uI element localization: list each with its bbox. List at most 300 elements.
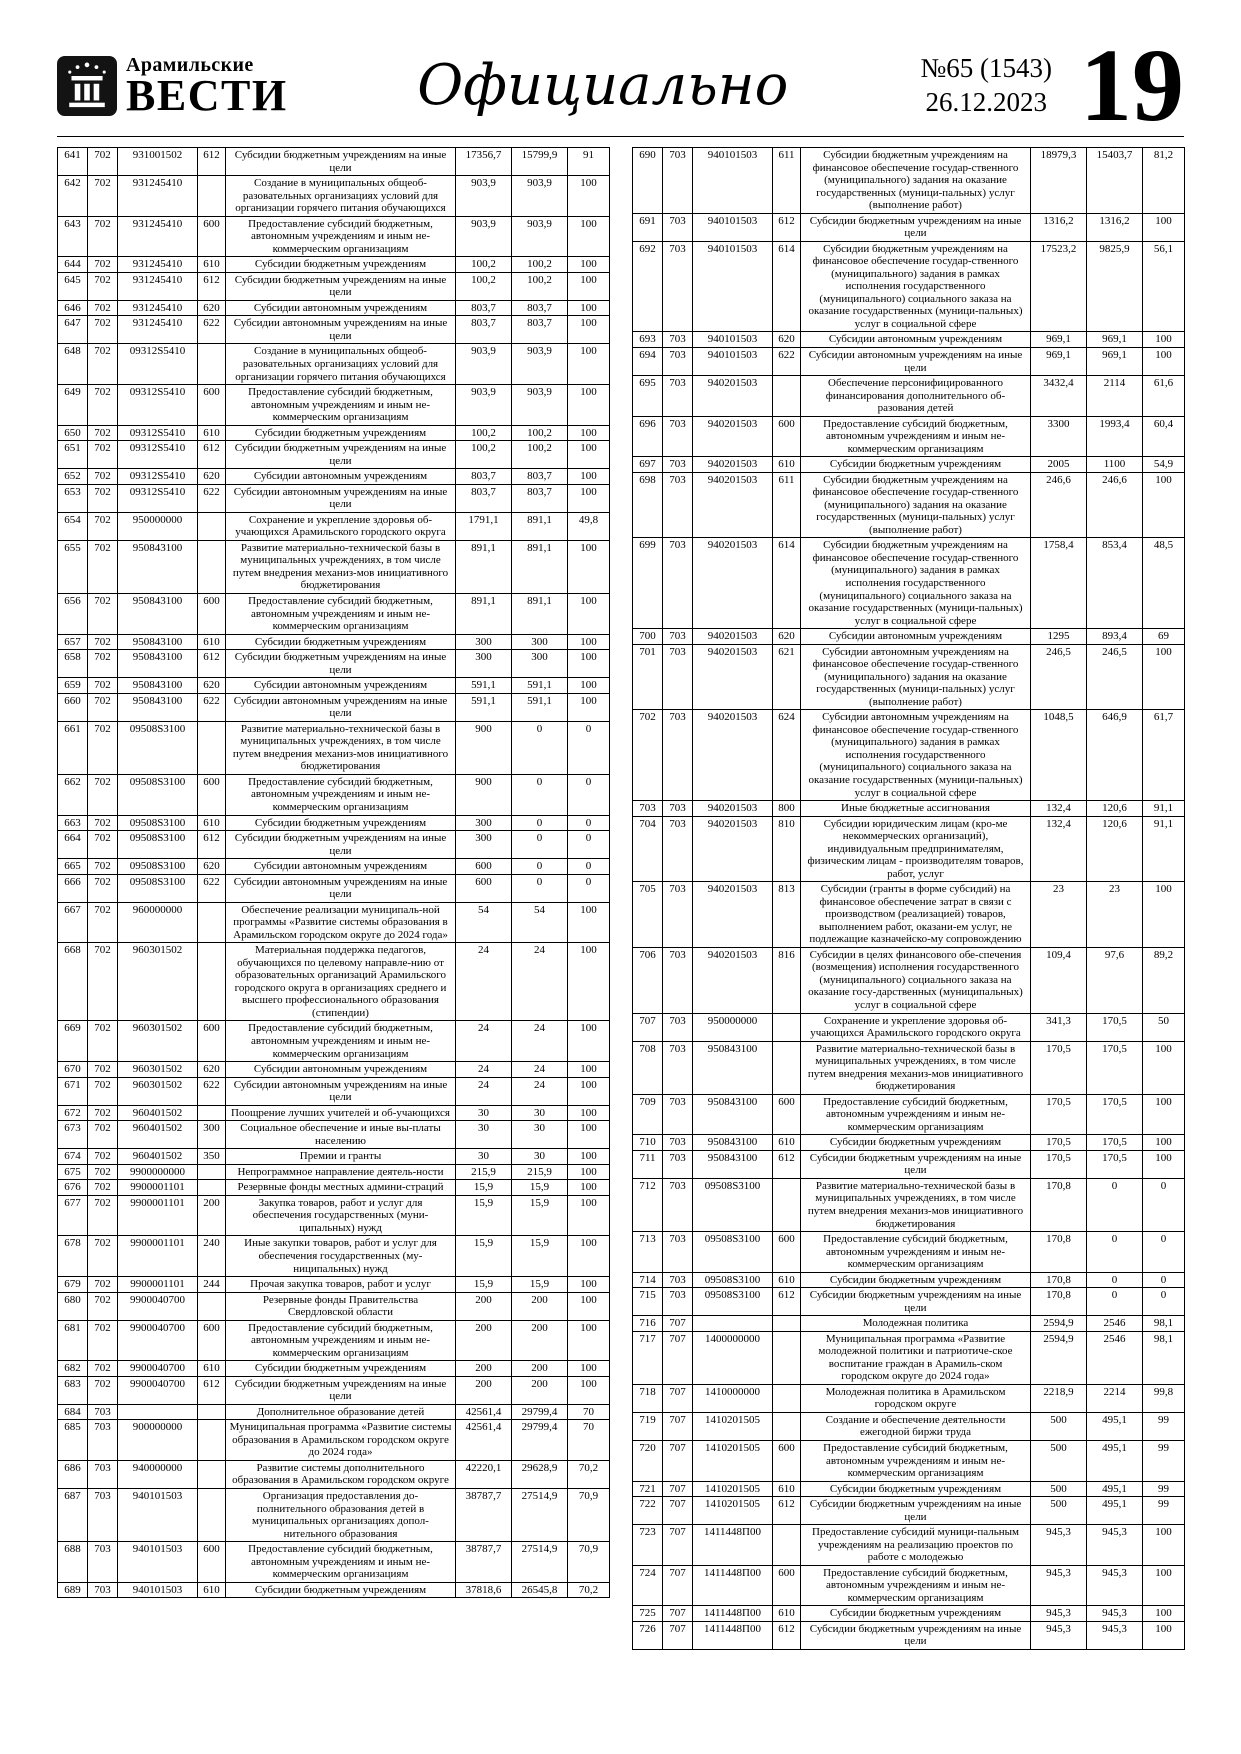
cell-execution-percent: 100 bbox=[568, 1361, 610, 1377]
cell-target-article-code: 950843100 bbox=[693, 1150, 773, 1178]
cell-expense-type-code: 622 bbox=[198, 484, 226, 512]
cell-executed-amount: 1100 bbox=[1087, 457, 1143, 473]
cell-expense-name: Премии и гранты bbox=[226, 1149, 456, 1165]
cell-section-code: 703 bbox=[663, 1041, 693, 1094]
table-row bbox=[633, 1094, 1185, 1135]
cell-executed-amount: 29799,4 bbox=[512, 1404, 568, 1420]
cell-execution-percent: 100 bbox=[568, 1121, 610, 1149]
cell-planned-amount: 170,8 bbox=[1031, 1232, 1087, 1273]
cell-section-code: 703 bbox=[663, 241, 693, 332]
cell-planned-amount: 100,2 bbox=[456, 257, 512, 273]
cell-executed-amount: 30 bbox=[512, 1105, 568, 1121]
cell-expense-type-code: 610 bbox=[773, 457, 801, 473]
cell-planned-amount: 945,3 bbox=[1031, 1606, 1087, 1622]
cell-execution-percent: 100 bbox=[568, 943, 610, 1021]
cell-row-number: 647 bbox=[58, 316, 88, 344]
table-row bbox=[58, 272, 610, 300]
cell-execution-percent: 48,5 bbox=[1143, 538, 1185, 629]
cell-target-article-code: 950843100 bbox=[118, 634, 198, 650]
cell-planned-amount: 903,9 bbox=[456, 385, 512, 426]
cell-execution-percent: 100 bbox=[568, 216, 610, 257]
table-row bbox=[58, 425, 610, 441]
cell-executed-amount: 0 bbox=[1087, 1178, 1143, 1231]
cell-section-code: 702 bbox=[88, 512, 118, 540]
cell-planned-amount: 15,9 bbox=[456, 1180, 512, 1196]
cell-target-article-code: 940201503 bbox=[693, 538, 773, 629]
cell-target-article-code: 1411448П00 bbox=[693, 1525, 773, 1566]
cell-target-article-code: 940201503 bbox=[693, 882, 773, 948]
cell-row-number: 702 bbox=[633, 710, 663, 801]
cell-planned-amount: 170,5 bbox=[1031, 1041, 1087, 1094]
cell-target-article-code: 9900040700 bbox=[118, 1376, 198, 1404]
cell-target-article-code: 09508S3100 bbox=[118, 774, 198, 815]
table-row bbox=[58, 721, 610, 774]
table-row bbox=[633, 1150, 1185, 1178]
cell-planned-amount: 945,3 bbox=[1031, 1565, 1087, 1606]
cell-planned-amount: 803,7 bbox=[456, 469, 512, 485]
cell-row-number: 672 bbox=[58, 1105, 88, 1121]
cell-expense-name: Обеспечение реализации муниципаль-ной программы «Развитие системы образования в Арамильском городском округе до 2024 года» bbox=[226, 902, 456, 943]
cell-section-code: 707 bbox=[663, 1497, 693, 1525]
cell-expense-type-code: 600 bbox=[198, 594, 226, 635]
cell-expense-name: Субсидии бюджетным учреждениям на иные цели bbox=[801, 1288, 1031, 1316]
cell-planned-amount: 24 bbox=[456, 1062, 512, 1078]
table-row bbox=[633, 1316, 1185, 1332]
cell-execution-percent: 70,9 bbox=[568, 1489, 610, 1542]
cell-execution-percent: 100 bbox=[568, 1195, 610, 1236]
cell-planned-amount: 24 bbox=[456, 943, 512, 1021]
cell-execution-percent: 70,9 bbox=[568, 1542, 610, 1583]
table-row bbox=[58, 678, 610, 694]
cell-target-article-code: 09508S3100 bbox=[693, 1288, 773, 1316]
cell-section-code: 703 bbox=[663, 148, 693, 214]
cell-section-code: 702 bbox=[88, 1164, 118, 1180]
cell-section-code: 702 bbox=[88, 1236, 118, 1277]
cell-executed-amount: 591,1 bbox=[512, 678, 568, 694]
issue-number: №65 (1543) bbox=[920, 53, 1052, 84]
cell-expense-name: Предоставление субсидий бюджетным, автономным учреждениям и иным не-коммерческим организациям bbox=[226, 1021, 456, 1062]
table-row bbox=[633, 629, 1185, 645]
table-row bbox=[58, 1404, 610, 1420]
table-row bbox=[58, 316, 610, 344]
cell-section-code: 702 bbox=[88, 943, 118, 1021]
table-row bbox=[633, 882, 1185, 948]
cell-expense-name: Субсидии автономным учреждениям bbox=[226, 469, 456, 485]
cell-section-code: 707 bbox=[663, 1331, 693, 1384]
cell-planned-amount: 500 bbox=[1031, 1441, 1087, 1482]
cell-expense-type-code: 622 bbox=[773, 347, 801, 375]
cell-execution-percent: 100 bbox=[568, 316, 610, 344]
cell-expense-type-code: 622 bbox=[198, 1077, 226, 1105]
cell-expense-name: Субсидии бюджетным учреждениям на финансовое обеспечение государ-ственного (муниципального) задания на оказание государственных (муници-пальных) услуг (выполнение работ) bbox=[801, 472, 1031, 538]
cell-expense-type-code: 612 bbox=[198, 441, 226, 469]
cell-section-code: 702 bbox=[88, 257, 118, 273]
cell-expense-name: Субсидии автономным учреждениям bbox=[226, 859, 456, 875]
cell-executed-amount: 945,3 bbox=[1087, 1565, 1143, 1606]
cell-execution-percent: 100 bbox=[568, 540, 610, 593]
cell-execution-percent: 100 bbox=[568, 902, 610, 943]
cell-section-code: 703 bbox=[663, 1272, 693, 1288]
cell-expense-name: Субсидии автономным учреждениям на иные цели bbox=[226, 874, 456, 902]
cell-row-number: 716 bbox=[633, 1316, 663, 1332]
cell-target-article-code: 09508S3100 bbox=[118, 831, 198, 859]
cell-expense-type-code: 614 bbox=[773, 241, 801, 332]
cell-section-code: 702 bbox=[88, 1105, 118, 1121]
cell-executed-amount: 969,1 bbox=[1087, 347, 1143, 375]
cell-section-code: 702 bbox=[88, 1021, 118, 1062]
cell-row-number: 670 bbox=[58, 1062, 88, 1078]
cell-section-code: 702 bbox=[88, 484, 118, 512]
cell-expense-type-code bbox=[773, 1384, 801, 1412]
cell-section-code: 703 bbox=[663, 376, 693, 417]
cell-execution-percent: 100 bbox=[1143, 213, 1185, 241]
table-row bbox=[58, 859, 610, 875]
cell-executed-amount: 591,1 bbox=[512, 693, 568, 721]
cell-section-code: 707 bbox=[663, 1481, 693, 1497]
cell-expense-name: Создание в муниципальных общеоб-разовательных организациях условий для организации горячего питания обучающихся bbox=[226, 176, 456, 217]
table-row bbox=[58, 1105, 610, 1121]
cell-executed-amount: 495,1 bbox=[1087, 1497, 1143, 1525]
cell-row-number: 668 bbox=[58, 943, 88, 1021]
cell-expense-name: Предоставление субсидий бюджетным, автономным учреждениям и иным не-коммерческим организациям bbox=[226, 385, 456, 426]
cell-row-number: 694 bbox=[633, 347, 663, 375]
cell-planned-amount: 37818,6 bbox=[456, 1582, 512, 1598]
cell-planned-amount: 38787,7 bbox=[456, 1489, 512, 1542]
cell-expense-type-code: 611 bbox=[773, 472, 801, 538]
table-row bbox=[633, 332, 1185, 348]
cell-target-article-code: 940201503 bbox=[693, 629, 773, 645]
cell-section-code: 702 bbox=[88, 176, 118, 217]
cell-row-number: 648 bbox=[58, 344, 88, 385]
cell-target-article-code: 950843100 bbox=[118, 678, 198, 694]
cell-planned-amount: 2594,9 bbox=[1031, 1331, 1087, 1384]
cell-execution-percent: 91,1 bbox=[1143, 816, 1185, 882]
cell-executed-amount: 803,7 bbox=[512, 300, 568, 316]
cell-planned-amount: 945,3 bbox=[1031, 1525, 1087, 1566]
cell-executed-amount: 246,5 bbox=[1087, 644, 1143, 710]
cell-execution-percent: 70 bbox=[568, 1404, 610, 1420]
cell-execution-percent: 0 bbox=[568, 874, 610, 902]
cell-section-code: 703 bbox=[663, 1094, 693, 1135]
cell-row-number: 667 bbox=[58, 902, 88, 943]
cell-row-number: 642 bbox=[58, 176, 88, 217]
cell-executed-amount: 15,9 bbox=[512, 1277, 568, 1293]
cell-section-code: 703 bbox=[663, 538, 693, 629]
cell-section-code: 702 bbox=[88, 272, 118, 300]
cell-target-article-code: 940201503 bbox=[693, 416, 773, 457]
cell-execution-percent: 99,8 bbox=[1143, 1384, 1185, 1412]
cell-row-number: 706 bbox=[633, 947, 663, 1013]
cell-expense-name: Субсидии автономным учреждениям bbox=[226, 300, 456, 316]
cell-target-article-code: 940201503 bbox=[693, 376, 773, 417]
cell-section-code: 702 bbox=[88, 1062, 118, 1078]
cell-section-code: 702 bbox=[88, 1149, 118, 1165]
table-row bbox=[58, 1180, 610, 1196]
cell-execution-percent: 100 bbox=[568, 300, 610, 316]
cell-row-number: 665 bbox=[58, 859, 88, 875]
cell-row-number: 658 bbox=[58, 650, 88, 678]
table-row bbox=[58, 1164, 610, 1180]
cell-target-article-code: 960000000 bbox=[118, 902, 198, 943]
cell-planned-amount: 30 bbox=[456, 1149, 512, 1165]
table-row bbox=[58, 1420, 610, 1461]
table-row bbox=[633, 472, 1185, 538]
cell-expense-type-code bbox=[198, 1420, 226, 1461]
cell-target-article-code: 931001502 bbox=[118, 148, 198, 176]
cell-expense-type-code: 610 bbox=[198, 425, 226, 441]
cell-planned-amount: 24 bbox=[456, 1021, 512, 1062]
cell-section-code: 702 bbox=[88, 693, 118, 721]
cell-row-number: 682 bbox=[58, 1361, 88, 1377]
cell-expense-name: Организация предоставления до-полнительного образования детей в муниципальных организациях допол-нительного образования bbox=[226, 1489, 456, 1542]
table-row bbox=[58, 300, 610, 316]
table-row bbox=[58, 484, 610, 512]
cell-expense-type-code: 612 bbox=[773, 1288, 801, 1316]
cell-execution-percent: 0 bbox=[1143, 1288, 1185, 1316]
cell-expense-name: Иные бюджетные ассигнования bbox=[801, 801, 1031, 817]
table-row bbox=[58, 1489, 610, 1542]
cell-executed-amount: 246,6 bbox=[1087, 472, 1143, 538]
cell-section-code: 702 bbox=[88, 634, 118, 650]
cell-executed-amount: 24 bbox=[512, 1077, 568, 1105]
cell-expense-name: Субсидии автономным учреждениям на финансовое обеспечение государ-ственного (муниципального) задания в рамках исполнения государственного (муниципального) социального заказа на оказание государственных (муници-пальных) услуг в социальной сфере bbox=[801, 710, 1031, 801]
cell-execution-percent: 100 bbox=[1143, 882, 1185, 948]
cell-expense-type-code: 800 bbox=[773, 801, 801, 817]
cell-planned-amount: 170,5 bbox=[1031, 1150, 1087, 1178]
cell-execution-percent: 100 bbox=[568, 469, 610, 485]
cell-planned-amount: 891,1 bbox=[456, 594, 512, 635]
cell-execution-percent: 100 bbox=[1143, 1606, 1185, 1622]
cell-planned-amount: 300 bbox=[456, 650, 512, 678]
cell-expense-type-code: 620 bbox=[773, 629, 801, 645]
cell-executed-amount: 26545,8 bbox=[512, 1582, 568, 1598]
cell-expense-name: Муниципальная программа «Развитие системы образования в Арамильском городском округе до 2024 года» bbox=[226, 1420, 456, 1461]
cell-expense-type-code bbox=[198, 1489, 226, 1542]
cell-planned-amount: 2594,9 bbox=[1031, 1316, 1087, 1332]
cell-executed-amount: 170,5 bbox=[1087, 1135, 1143, 1151]
cell-execution-percent: 100 bbox=[568, 1180, 610, 1196]
cell-executed-amount: 100,2 bbox=[512, 257, 568, 273]
cell-expense-type-code: 600 bbox=[198, 385, 226, 426]
cell-executed-amount: 15,9 bbox=[512, 1236, 568, 1277]
cell-execution-percent: 100 bbox=[1143, 1150, 1185, 1178]
cell-executed-amount: 0 bbox=[512, 815, 568, 831]
cell-executed-amount: 945,3 bbox=[1087, 1525, 1143, 1566]
table-row bbox=[58, 385, 610, 426]
cell-expense-type-code bbox=[773, 1041, 801, 1094]
cell-row-number: 720 bbox=[633, 1441, 663, 1482]
cell-expense-name: Резервные фонды местных админи-страций bbox=[226, 1180, 456, 1196]
cell-executed-amount: 15403,7 bbox=[1087, 148, 1143, 214]
cell-executed-amount: 170,5 bbox=[1087, 1094, 1143, 1135]
newspaper-brand bbox=[57, 54, 315, 121]
cell-executed-amount: 2214 bbox=[1087, 1384, 1143, 1412]
cell-row-number: 722 bbox=[633, 1497, 663, 1525]
cell-expense-name: Субсидии автономным учреждениям bbox=[801, 629, 1031, 645]
cell-target-article-code: 1400000000 bbox=[693, 1331, 773, 1384]
cell-target-article-code: 940101503 bbox=[118, 1582, 198, 1598]
cell-section-code: 703 bbox=[663, 1288, 693, 1316]
cell-expense-name: Предоставление субсидий бюджетным, автономным учреждениям и иным не-коммерческим организациям bbox=[226, 216, 456, 257]
cell-row-number: 700 bbox=[633, 629, 663, 645]
table-row bbox=[58, 1460, 610, 1488]
cell-executed-amount: 495,1 bbox=[1087, 1412, 1143, 1440]
cell-row-number: 687 bbox=[58, 1489, 88, 1542]
cell-expense-type-code: 816 bbox=[773, 947, 801, 1013]
cell-execution-percent: 100 bbox=[1143, 347, 1185, 375]
cell-expense-name: Дополнительное образование детей bbox=[226, 1404, 456, 1420]
cell-executed-amount: 1993,4 bbox=[1087, 416, 1143, 457]
cell-target-article-code: 960401502 bbox=[118, 1121, 198, 1149]
table-row bbox=[633, 347, 1185, 375]
cell-executed-amount: 97,6 bbox=[1087, 947, 1143, 1013]
table-row bbox=[58, 1121, 610, 1149]
cell-row-number: 697 bbox=[633, 457, 663, 473]
cell-execution-percent: 100 bbox=[568, 1164, 610, 1180]
cell-expense-name: Субсидии бюджетным учреждениям bbox=[226, 634, 456, 650]
cell-row-number: 652 bbox=[58, 469, 88, 485]
table-row bbox=[633, 1497, 1185, 1525]
cell-expense-type-code: 600 bbox=[198, 1542, 226, 1583]
cell-execution-percent: 69 bbox=[1143, 629, 1185, 645]
cell-expense-type-code: 600 bbox=[773, 1232, 801, 1273]
table-row bbox=[58, 693, 610, 721]
section-title: Официально bbox=[417, 53, 789, 118]
cell-row-number: 718 bbox=[633, 1384, 663, 1412]
cell-execution-percent: 99 bbox=[1143, 1441, 1185, 1482]
cell-expense-name: Субсидии в целях финансового обе-спечения (возмещения) исполнения государственного (муниципального) социального заказа на оказание госу-дарственных (муниципальных) услуг в социальной сфере bbox=[801, 947, 1031, 1013]
cell-executed-amount: 0 bbox=[512, 774, 568, 815]
cell-section-code: 707 bbox=[663, 1525, 693, 1566]
newspaper-title-top: Арамильские bbox=[126, 54, 254, 77]
cell-expense-name: Субсидии юридическим лицам (кро-ме некоммерческих организаций), индивидуальным предпринимателям, физическим лицам - производителям товаров, работ, услуг bbox=[801, 816, 1031, 882]
cell-expense-name: Субсидии бюджетным учреждениям bbox=[226, 815, 456, 831]
cell-planned-amount: 969,1 bbox=[1031, 347, 1087, 375]
cell-planned-amount: 18979,3 bbox=[1031, 148, 1087, 214]
table-row bbox=[58, 650, 610, 678]
cell-execution-percent: 60,4 bbox=[1143, 416, 1185, 457]
cell-target-article-code: 960301502 bbox=[118, 1021, 198, 1062]
cell-planned-amount: 2005 bbox=[1031, 457, 1087, 473]
cell-executed-amount: 945,3 bbox=[1087, 1606, 1143, 1622]
cell-executed-amount: 891,1 bbox=[512, 540, 568, 593]
cell-section-code: 702 bbox=[88, 316, 118, 344]
cell-expense-type-code: 620 bbox=[198, 859, 226, 875]
table-row bbox=[633, 1565, 1185, 1606]
cell-target-article-code: 940000000 bbox=[118, 1460, 198, 1488]
cell-section-code: 702 bbox=[88, 425, 118, 441]
cell-target-article-code: 950000000 bbox=[693, 1013, 773, 1041]
cell-expense-name: Предоставление субсидий бюджетным, автономным учреждениям и иным не-коммерческим организациям bbox=[226, 1320, 456, 1361]
cell-execution-percent: 100 bbox=[568, 594, 610, 635]
cell-planned-amount: 500 bbox=[1031, 1497, 1087, 1525]
table-row bbox=[633, 644, 1185, 710]
table-row bbox=[633, 1412, 1185, 1440]
cell-execution-percent: 100 bbox=[1143, 1565, 1185, 1606]
cell-planned-amount: 15,9 bbox=[456, 1195, 512, 1236]
cell-expense-name: Обеспечение персонифицированного финансирования дополнительного об-разования детей bbox=[801, 376, 1031, 417]
cell-section-code: 703 bbox=[663, 629, 693, 645]
cell-planned-amount: 215,9 bbox=[456, 1164, 512, 1180]
cell-target-article-code: 09508S3100 bbox=[118, 874, 198, 902]
cell-expense-type-code: 612 bbox=[773, 1497, 801, 1525]
cell-row-number: 705 bbox=[633, 882, 663, 948]
cell-target-article-code: 9900040700 bbox=[118, 1320, 198, 1361]
cell-expense-type-code bbox=[198, 176, 226, 217]
cell-expense-type-code bbox=[773, 1412, 801, 1440]
cell-target-article-code: 950843100 bbox=[118, 540, 198, 593]
cell-row-number: 684 bbox=[58, 1404, 88, 1420]
cell-planned-amount: 200 bbox=[456, 1320, 512, 1361]
cell-planned-amount: 591,1 bbox=[456, 678, 512, 694]
cell-target-article-code: 950843100 bbox=[693, 1041, 773, 1094]
cell-section-code: 702 bbox=[88, 874, 118, 902]
cell-executed-amount: 200 bbox=[512, 1320, 568, 1361]
cell-section-code: 702 bbox=[88, 385, 118, 426]
cell-section-code: 707 bbox=[663, 1606, 693, 1622]
cell-executed-amount: 15,9 bbox=[512, 1180, 568, 1196]
cell-planned-amount: 42220,1 bbox=[456, 1460, 512, 1488]
cell-section-code: 703 bbox=[663, 947, 693, 1013]
cell-planned-amount: 23 bbox=[1031, 882, 1087, 948]
cell-target-article-code: 940101503 bbox=[693, 148, 773, 214]
cell-expense-name: Предоставление субсидий бюджетным, автономным учреждениям и иным не-коммерческим организациям bbox=[226, 594, 456, 635]
cell-row-number: 663 bbox=[58, 815, 88, 831]
cell-target-article-code: 950843100 bbox=[118, 594, 198, 635]
cell-expense-name: Развитие материально-технической базы в муниципальных учреждениях, в том числе путем внедрения механиз-мов инициативного бюджетирования bbox=[226, 721, 456, 774]
cell-execution-percent: 100 bbox=[1143, 1135, 1185, 1151]
cell-planned-amount: 17356,7 bbox=[456, 148, 512, 176]
cell-execution-percent: 100 bbox=[568, 693, 610, 721]
cell-execution-percent: 0 bbox=[568, 859, 610, 875]
cell-executed-amount: 891,1 bbox=[512, 512, 568, 540]
cell-target-article-code: 931245410 bbox=[118, 216, 198, 257]
cell-executed-amount: 1316,2 bbox=[1087, 213, 1143, 241]
cell-execution-percent: 98,1 bbox=[1143, 1331, 1185, 1384]
cell-expense-type-code: 610 bbox=[198, 257, 226, 273]
cell-expense-type-code: 600 bbox=[198, 1021, 226, 1062]
cell-planned-amount: 170,5 bbox=[1031, 1135, 1087, 1151]
cell-section-code: 703 bbox=[88, 1582, 118, 1598]
cell-section-code: 702 bbox=[88, 1195, 118, 1236]
cell-row-number: 692 bbox=[633, 241, 663, 332]
budget-table-right bbox=[632, 147, 1185, 1650]
cell-expense-type-code bbox=[773, 376, 801, 417]
table-row bbox=[58, 1542, 610, 1583]
cell-target-article-code: 9900040700 bbox=[118, 1292, 198, 1320]
table-row bbox=[58, 441, 610, 469]
cell-execution-percent: 100 bbox=[568, 1236, 610, 1277]
cell-expense-name: Субсидии бюджетным учреждениям на иные цели bbox=[801, 1621, 1031, 1649]
cell-execution-percent: 100 bbox=[568, 1376, 610, 1404]
cell-target-article-code: 1411448П00 bbox=[693, 1565, 773, 1606]
cell-execution-percent: 0 bbox=[1143, 1272, 1185, 1288]
cell-expense-name: Создание и обеспечение деятельности ежегодной биржи труда bbox=[801, 1412, 1031, 1440]
cell-execution-percent: 98,1 bbox=[1143, 1316, 1185, 1332]
cell-execution-percent: 100 bbox=[1143, 1094, 1185, 1135]
cell-row-number: 651 bbox=[58, 441, 88, 469]
issue-date: 26.12.2023 bbox=[925, 87, 1047, 117]
table-row bbox=[633, 710, 1185, 801]
cell-executed-amount: 0 bbox=[512, 721, 568, 774]
cell-planned-amount: 300 bbox=[456, 831, 512, 859]
cell-section-code: 702 bbox=[88, 1376, 118, 1404]
table-row bbox=[633, 241, 1185, 332]
cell-executed-amount: 0 bbox=[512, 831, 568, 859]
cell-executed-amount: 495,1 bbox=[1087, 1481, 1143, 1497]
table-row bbox=[633, 1525, 1185, 1566]
cell-row-number: 653 bbox=[58, 484, 88, 512]
